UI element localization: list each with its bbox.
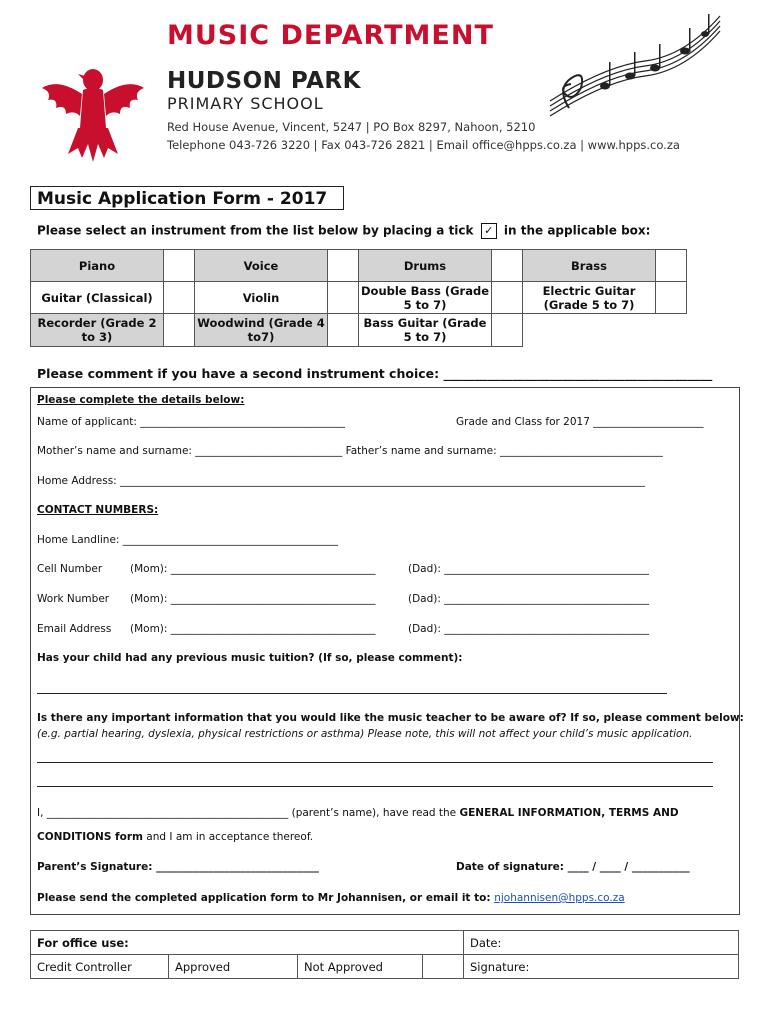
parents-name-field[interactable]: Mother’s name and surname: ____________________________ Father’s name and surname: _______________________________: [37, 445, 663, 457]
instruction-text: [37, 223, 650, 239]
instrument-woodwind: Woodwind (Grade 4 to7): [195, 314, 328, 347]
instrument-bass-guitar: Bass Guitar (Grade 5 to 7): [359, 314, 492, 347]
tuition-answer-line[interactable]: [37, 693, 667, 694]
home-landline-field[interactable]: Home Landline: _________________________________________: [37, 534, 339, 546]
important-answer-line-2[interactable]: [37, 786, 713, 787]
parent-signature-field[interactable]: Parent’s Signature: _______________________________: [37, 861, 319, 873]
email-link[interactable]: njohannisen@hpps.co.za: [494, 892, 625, 904]
tick-box-violin[interactable]: [328, 282, 359, 314]
cell-mom-field[interactable]: (Mom): _______________________________________: [130, 563, 376, 575]
second-choice-field[interactable]: Please comment if you have a second instrument choice: ___________________________________________: [37, 366, 713, 381]
ack-post: and I am in acceptance thereof.: [146, 831, 314, 843]
tuition-question: Has your child had any previous music tuition? (If so, please comment):: [37, 652, 463, 664]
cell-number-label: Cell Number: [37, 563, 103, 575]
instrument-violin: Violin: [195, 282, 328, 314]
instrument-piano: Piano: [31, 250, 164, 282]
important-info-question: Is there any important information that you would like the music teacher to be aware of? If so, please comment below:: [37, 712, 744, 724]
send-text: Please send the completed application form to Mr Johannisen, or email it to:: [37, 892, 491, 904]
ack-bold-1: GENERAL INFORMATION, TERMS AND: [459, 807, 679, 819]
work-mom-field[interactable]: (Mom): _______________________________________: [130, 593, 376, 605]
instrument-table: [30, 249, 687, 347]
instrument-double-bass: Double Bass (Grade 5 to 7): [359, 282, 492, 314]
ack-bold-2: CONDITIONS form: [37, 831, 143, 843]
important-answer-line-1[interactable]: [37, 762, 713, 763]
not-approved-option[interactable]: Not Approved: [298, 955, 423, 979]
tick-box-voice[interactable]: [328, 250, 359, 282]
email-dad-field[interactable]: (Dad): _______________________________________: [408, 623, 650, 635]
school-contact: Telephone 043-726 3220 | Fax 043-726 2821 | Email office@hpps.co.za | www.hpps.co.za: [167, 138, 680, 152]
tick-box-bass-guitar[interactable]: [492, 314, 523, 347]
tick-box-drums[interactable]: [492, 250, 523, 282]
empty-cell: [523, 314, 656, 347]
tick-box-piano[interactable]: [164, 250, 195, 282]
important-info-note: (e.g. partial hearing, dyslexia, physical restrictions or asthma) Please note, this will not affect your child’s music application.: [37, 728, 693, 740]
home-address-field[interactable]: Home Address: ____________________________________________________________________________________________________: [37, 475, 646, 487]
tick-box-double-bass[interactable]: [492, 282, 523, 314]
tick-box-guitar-classical[interactable]: [164, 282, 195, 314]
email-mom-field[interactable]: (Mom): _______________________________________: [130, 623, 376, 635]
checkbox-tick-icon: ✓: [481, 223, 497, 239]
school-crest-logo: [38, 58, 148, 164]
acknowledgement-line-1: [37, 807, 679, 819]
approved-option[interactable]: Approved: [169, 955, 298, 979]
send-instructions: [37, 892, 625, 904]
office-use-table: [30, 930, 739, 979]
school-subtitle: PRIMARY SCHOOL: [167, 94, 324, 113]
work-number-label: Work Number: [37, 593, 110, 605]
instrument-voice: Voice: [195, 250, 328, 282]
ack-pre[interactable]: I, ______________________________________________ (parent’s name), have read the: [37, 807, 457, 819]
office-date-field[interactable]: Date:: [464, 931, 739, 955]
details-box: [30, 387, 744, 915]
email-address-label: Email Address: [37, 623, 112, 635]
office-signature-field[interactable]: Signature:: [464, 955, 739, 979]
instrument-drums: Drums: [359, 250, 492, 282]
music-notes-illustration: [545, 6, 725, 118]
tick-box-brass[interactable]: [656, 250, 687, 282]
grade-class-field[interactable]: Grade and Class for 2017 _____________________: [456, 416, 704, 428]
instrument-guitar-classical: Guitar (Classical): [31, 282, 164, 314]
contact-numbers-heading: CONTACT NUMBERS:: [37, 504, 159, 516]
signature-date-field[interactable]: Date of signature: ____ / ____ / ___________: [456, 861, 690, 873]
office-use-heading: For office use:: [31, 931, 464, 955]
instrument-recorder: Recorder (Grade 2 to 3): [31, 314, 164, 347]
instruction-post: in the applicable box:: [503, 223, 651, 238]
empty-cell: [656, 314, 687, 347]
not-approved-box[interactable]: [423, 955, 464, 979]
applicant-name-field[interactable]: Name of applicant: _______________________________________: [37, 416, 345, 428]
school-address: Red House Avenue, Vincent, 5247 | PO Box 8297, Nahoon, 5210: [167, 120, 536, 134]
work-dad-field[interactable]: (Dad): _______________________________________: [408, 593, 650, 605]
cell-dad-field[interactable]: (Dad): _______________________________________: [408, 563, 650, 575]
form-title: Music Application Form - 2017: [30, 186, 344, 210]
tick-box-electric-guitar[interactable]: [656, 282, 687, 314]
acknowledgement-line-2: [37, 831, 313, 843]
details-heading: Please complete the details below:: [37, 394, 245, 406]
tick-box-recorder[interactable]: [164, 314, 195, 347]
tick-box-woodwind[interactable]: [328, 314, 359, 347]
instrument-brass: Brass: [523, 250, 656, 282]
credit-controller-label: Credit Controller: [31, 955, 169, 979]
instruction-pre: Please select an instrument from the list below by placing a tick: [37, 223, 474, 238]
instrument-electric-guitar: Electric Guitar (Grade 5 to 7): [523, 282, 656, 314]
school-name: HUDSON PARK: [167, 68, 361, 94]
department-title: MUSIC DEPARTMENT: [167, 20, 494, 51]
